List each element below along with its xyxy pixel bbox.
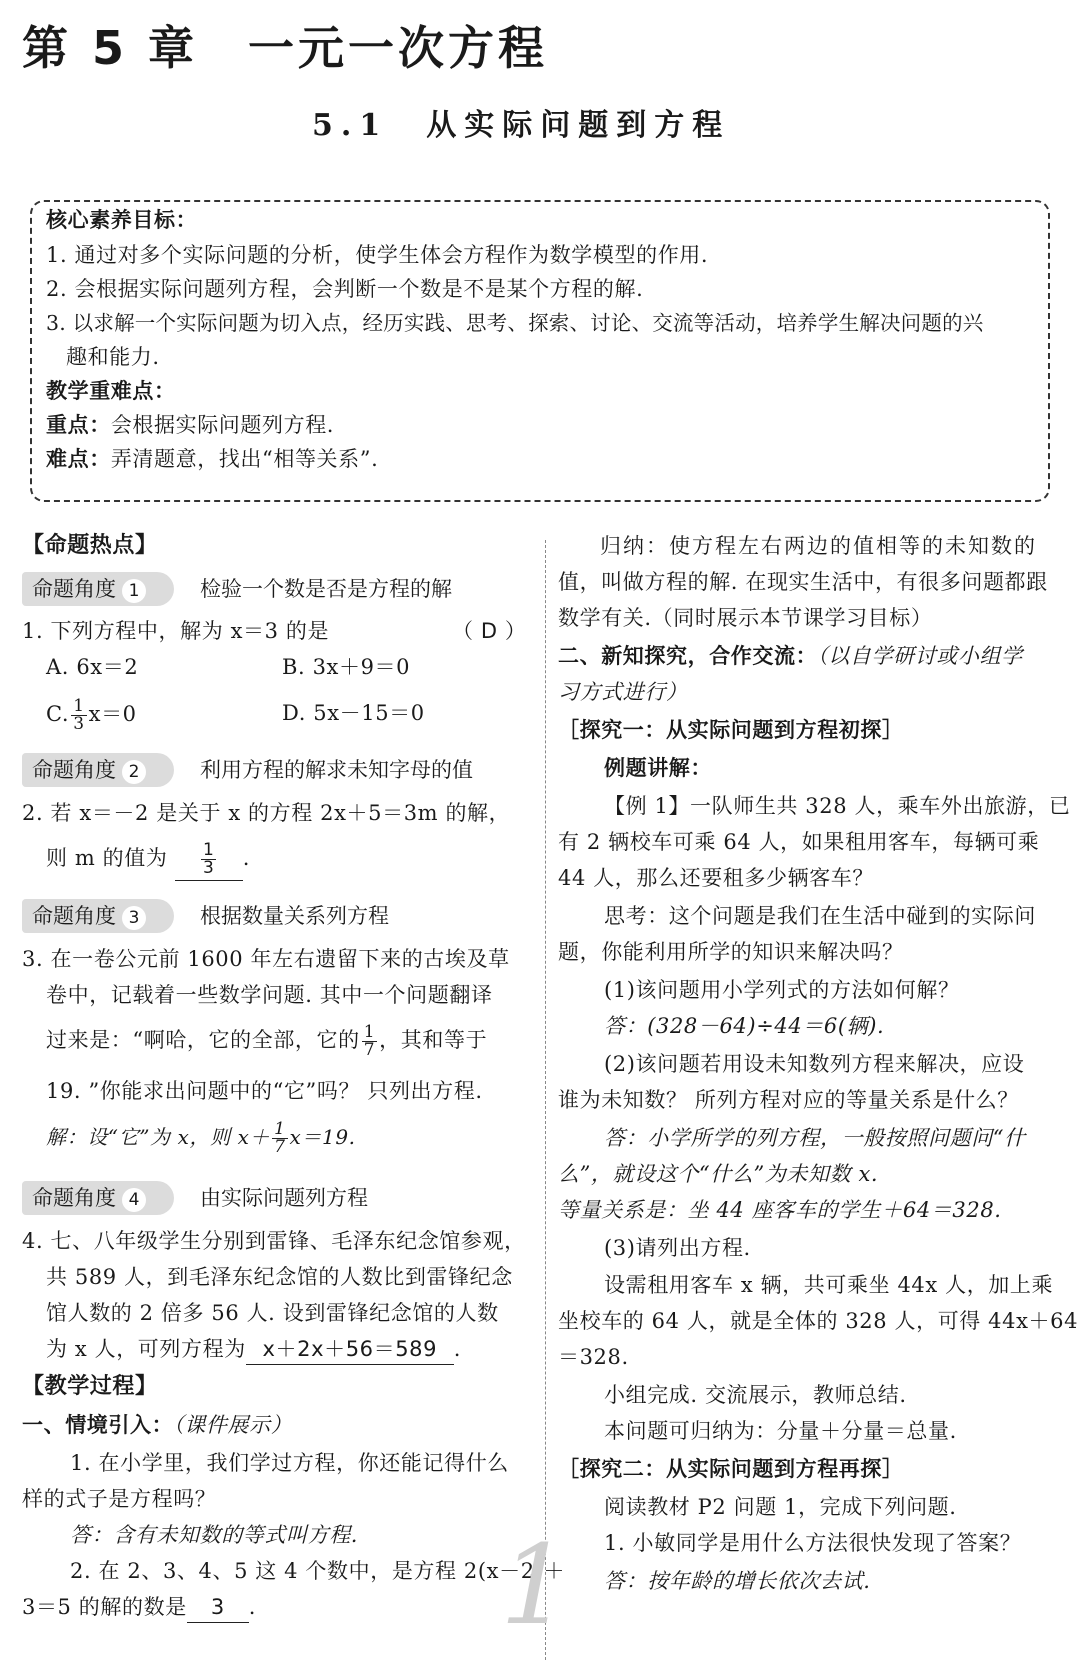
q1-option-a: A. 6x＝2	[46, 655, 139, 679]
summary-line1: 归纳：使方程左右两边的值相等的未知数的	[600, 534, 1037, 558]
key-label: 重点：	[46, 413, 111, 437]
p1-answer: 答：含有未知数的等式叫方程.	[70, 1523, 359, 1547]
sub-a3-line3: ＝328.	[558, 1345, 629, 1369]
q4-line2: 共 589 人，到毛泽东纪念馆的人数比到雷锋纪念	[46, 1265, 513, 1289]
q2-line1: 2. 若 x＝－2 是关于 x 的方程 2x＋5＝3m 的解，	[22, 801, 511, 825]
q3-line2: 卷中，记载着一些数学问题. 其中一个问题翻译	[46, 983, 493, 1007]
q1-stem: 1. 下列方程中，解为 x＝3 的是	[22, 619, 330, 643]
chapter-title: 第 5 章 一元一次方程	[22, 21, 549, 75]
read-text: 阅读教材 P2 问题 1，完成下列问题.	[604, 1495, 957, 1519]
q1-option-d: D. 5x－15＝0	[282, 701, 425, 725]
explore2-title: ［探究二：从实际问题到方程再探］	[558, 1457, 904, 1481]
key-heading: 教学重难点：	[46, 379, 176, 403]
sub-a2-line1: 答：小学所学的列方程，一般按照问题问“什	[604, 1126, 1026, 1150]
p2-answer: 3	[187, 1592, 249, 1623]
q1-answer: （ D ）	[452, 619, 527, 643]
q4-line4: 为 x 人，可列方程为 x＋2x＋56＝589 .	[46, 1334, 461, 1365]
example1-line2: 有 2 辆校车可乘 64 人，如果租用客车，每辆可乘	[558, 830, 1040, 854]
p1-line2: 样的式子是方程吗？	[22, 1487, 217, 1511]
read-q1: 1. 小敏同学是用什么方法很快发现了答案？	[604, 1531, 1022, 1555]
angle-title-4: 由实际问题列方程	[200, 1186, 368, 1210]
angle-title-2: 利用方程的解求未知字母的值	[200, 758, 473, 782]
think-line2: 题，你能利用所学的知识来解决吗？	[558, 940, 904, 964]
process-heading: 【教学过程】	[22, 1374, 158, 1399]
hot-heading: 【命题热点】	[22, 533, 158, 558]
goal-item: 1. 通过对多个实际问题的分析，使学生体会方程作为数学模型的作用.	[46, 243, 709, 267]
sub-a3-line1: 设需租用客车 x 辆，共可乘坐 44x 人，加上乘	[604, 1273, 1054, 1297]
sub-q1: (1)该问题用小学列式的方法如何解？	[604, 978, 960, 1002]
q3-line4: 19. ”你能求出问题中的“它”吗？ 只列出方程.	[46, 1079, 483, 1103]
q2-line2: 则 m 的值为 $\frac{1}{3}$ .	[46, 836, 250, 881]
example-heading: 例题讲解：	[604, 756, 712, 780]
key-point	[46, 410, 334, 440]
diff-label: 难点：	[46, 447, 111, 471]
goal-item: 趣和能力.	[66, 345, 160, 369]
summary-line2: 值，叫做方程的解. 在现实生活中，有很多问题都跟	[558, 570, 1048, 594]
example1-line1: 【例 1】一队师生共 328 人，乘车外出旅游，已	[604, 794, 1071, 818]
q1-option-b: B. 3x＋9＝0	[282, 655, 411, 679]
q4-answer: x＋2x＋56＝589	[246, 1334, 454, 1365]
think-line1: 思考：这个问题是我们在生活中碰到的实际问	[604, 904, 1036, 928]
diff-text: 弄清题意，找出“相等关系”.	[110, 447, 379, 471]
column-divider	[545, 540, 546, 1660]
q3-line3: 过来是：“啊哈，它的全部，它的 $\frac{1}{7}$ ，其和等于	[46, 1022, 488, 1060]
explore1-title: ［探究一：从实际问题到方程初探］	[558, 718, 904, 742]
angle-label: 命题角度	[32, 577, 116, 601]
angle-title-3: 根据数量关系列方程	[200, 904, 389, 928]
page-number: 1	[500, 1521, 570, 1649]
example1-line3: 44 人，那么还要租多少辆客车？	[558, 866, 874, 890]
read-a1: 答：按年龄的增长依次去试.	[604, 1569, 871, 1593]
explore-note: 习方式进行）	[558, 680, 688, 704]
q4-line3: 馆人数的 2 倍多 56 人. 设到雷锋纪念馆的人数	[46, 1301, 499, 1325]
group-text: 小组完成. 交流展示，教师总结.	[604, 1383, 907, 1407]
p2-line2: 3＝5 的解的数是 3 .	[22, 1592, 256, 1623]
sub-q2-line2: 谁为未知数？ 所列方程对应的等量关系是什么？	[558, 1088, 1019, 1112]
situation-heading: 一、情境引入：（课件展示）	[22, 1413, 293, 1437]
sub-a3-line2: 坐校车的 64 人，就是全体的 328 人，可得 44x＋64	[558, 1309, 1079, 1333]
summary-line3: 数学有关.（同时展示本节课学习目标）	[558, 606, 933, 630]
angle-title-1: 检验一个数是否是方程的解	[200, 577, 452, 601]
angle-tag-4: 命题角度 4	[22, 1181, 174, 1215]
goal-item: 2. 会根据实际问题列方程，会判断一个数是不是某个方程的解.	[46, 277, 644, 301]
summary-text: 本问题可归纳为：分量＋分量＝总量.	[604, 1419, 957, 1443]
angle-tag-3: 命题角度 3	[22, 899, 174, 933]
sub-a2-line2: 么”，就设这个“什么”为未知数 x.	[558, 1162, 879, 1186]
sub-q2-line1: (2)该问题若用设未知数列方程来解决，应设	[604, 1052, 1025, 1076]
sub-q3: (3)请列出方程.	[604, 1236, 751, 1260]
q3-line1: 3. 在一卷公元前 1600 年左右遗留下来的古埃及草	[22, 947, 510, 971]
angle-number: 1	[122, 579, 146, 603]
p2-line1: 2. 在 2、3、4、5 这 4 个数中，是方程 2(x－2)＋	[70, 1559, 566, 1583]
goal-item: 3. 以求解一个实际问题为切入点，经历实践、思考、探索、讨论、交流等活动，培养学生解决问题的兴	[46, 311, 984, 335]
goals-heading: 核心素养目标：	[46, 208, 198, 232]
difficult-point	[46, 444, 378, 474]
q3-solution: 解：设“它”为 x，则 x＋ $\frac{1}{7}$ x＝19.	[46, 1119, 356, 1157]
angle-tag-2: 命题角度 2	[22, 753, 174, 787]
q1-option-c: C. $\frac{1}{3}$ x＝0	[46, 696, 137, 734]
key-text: 会根据实际问题列方程.	[110, 413, 335, 437]
explore-heading: 二、新知探究，合作交流：（以自学研讨或小组学	[558, 644, 1023, 668]
p1-line1: 1. 在小学里，我们学过方程，你还能记得什么	[70, 1451, 509, 1475]
sub-a2-line3: 等量关系是：坐 44 座客车的学生＋64＝328.	[558, 1198, 1002, 1222]
angle-tag-1	[22, 572, 174, 606]
sub-a1: 答：(328－64)÷44＝6(辆).	[604, 1014, 885, 1038]
section-title: 5.1 从实际问题到方程	[312, 108, 731, 143]
q4-line1: 4. 七、八年级学生分别到雷锋、毛泽东纪念馆参观，	[22, 1229, 526, 1253]
